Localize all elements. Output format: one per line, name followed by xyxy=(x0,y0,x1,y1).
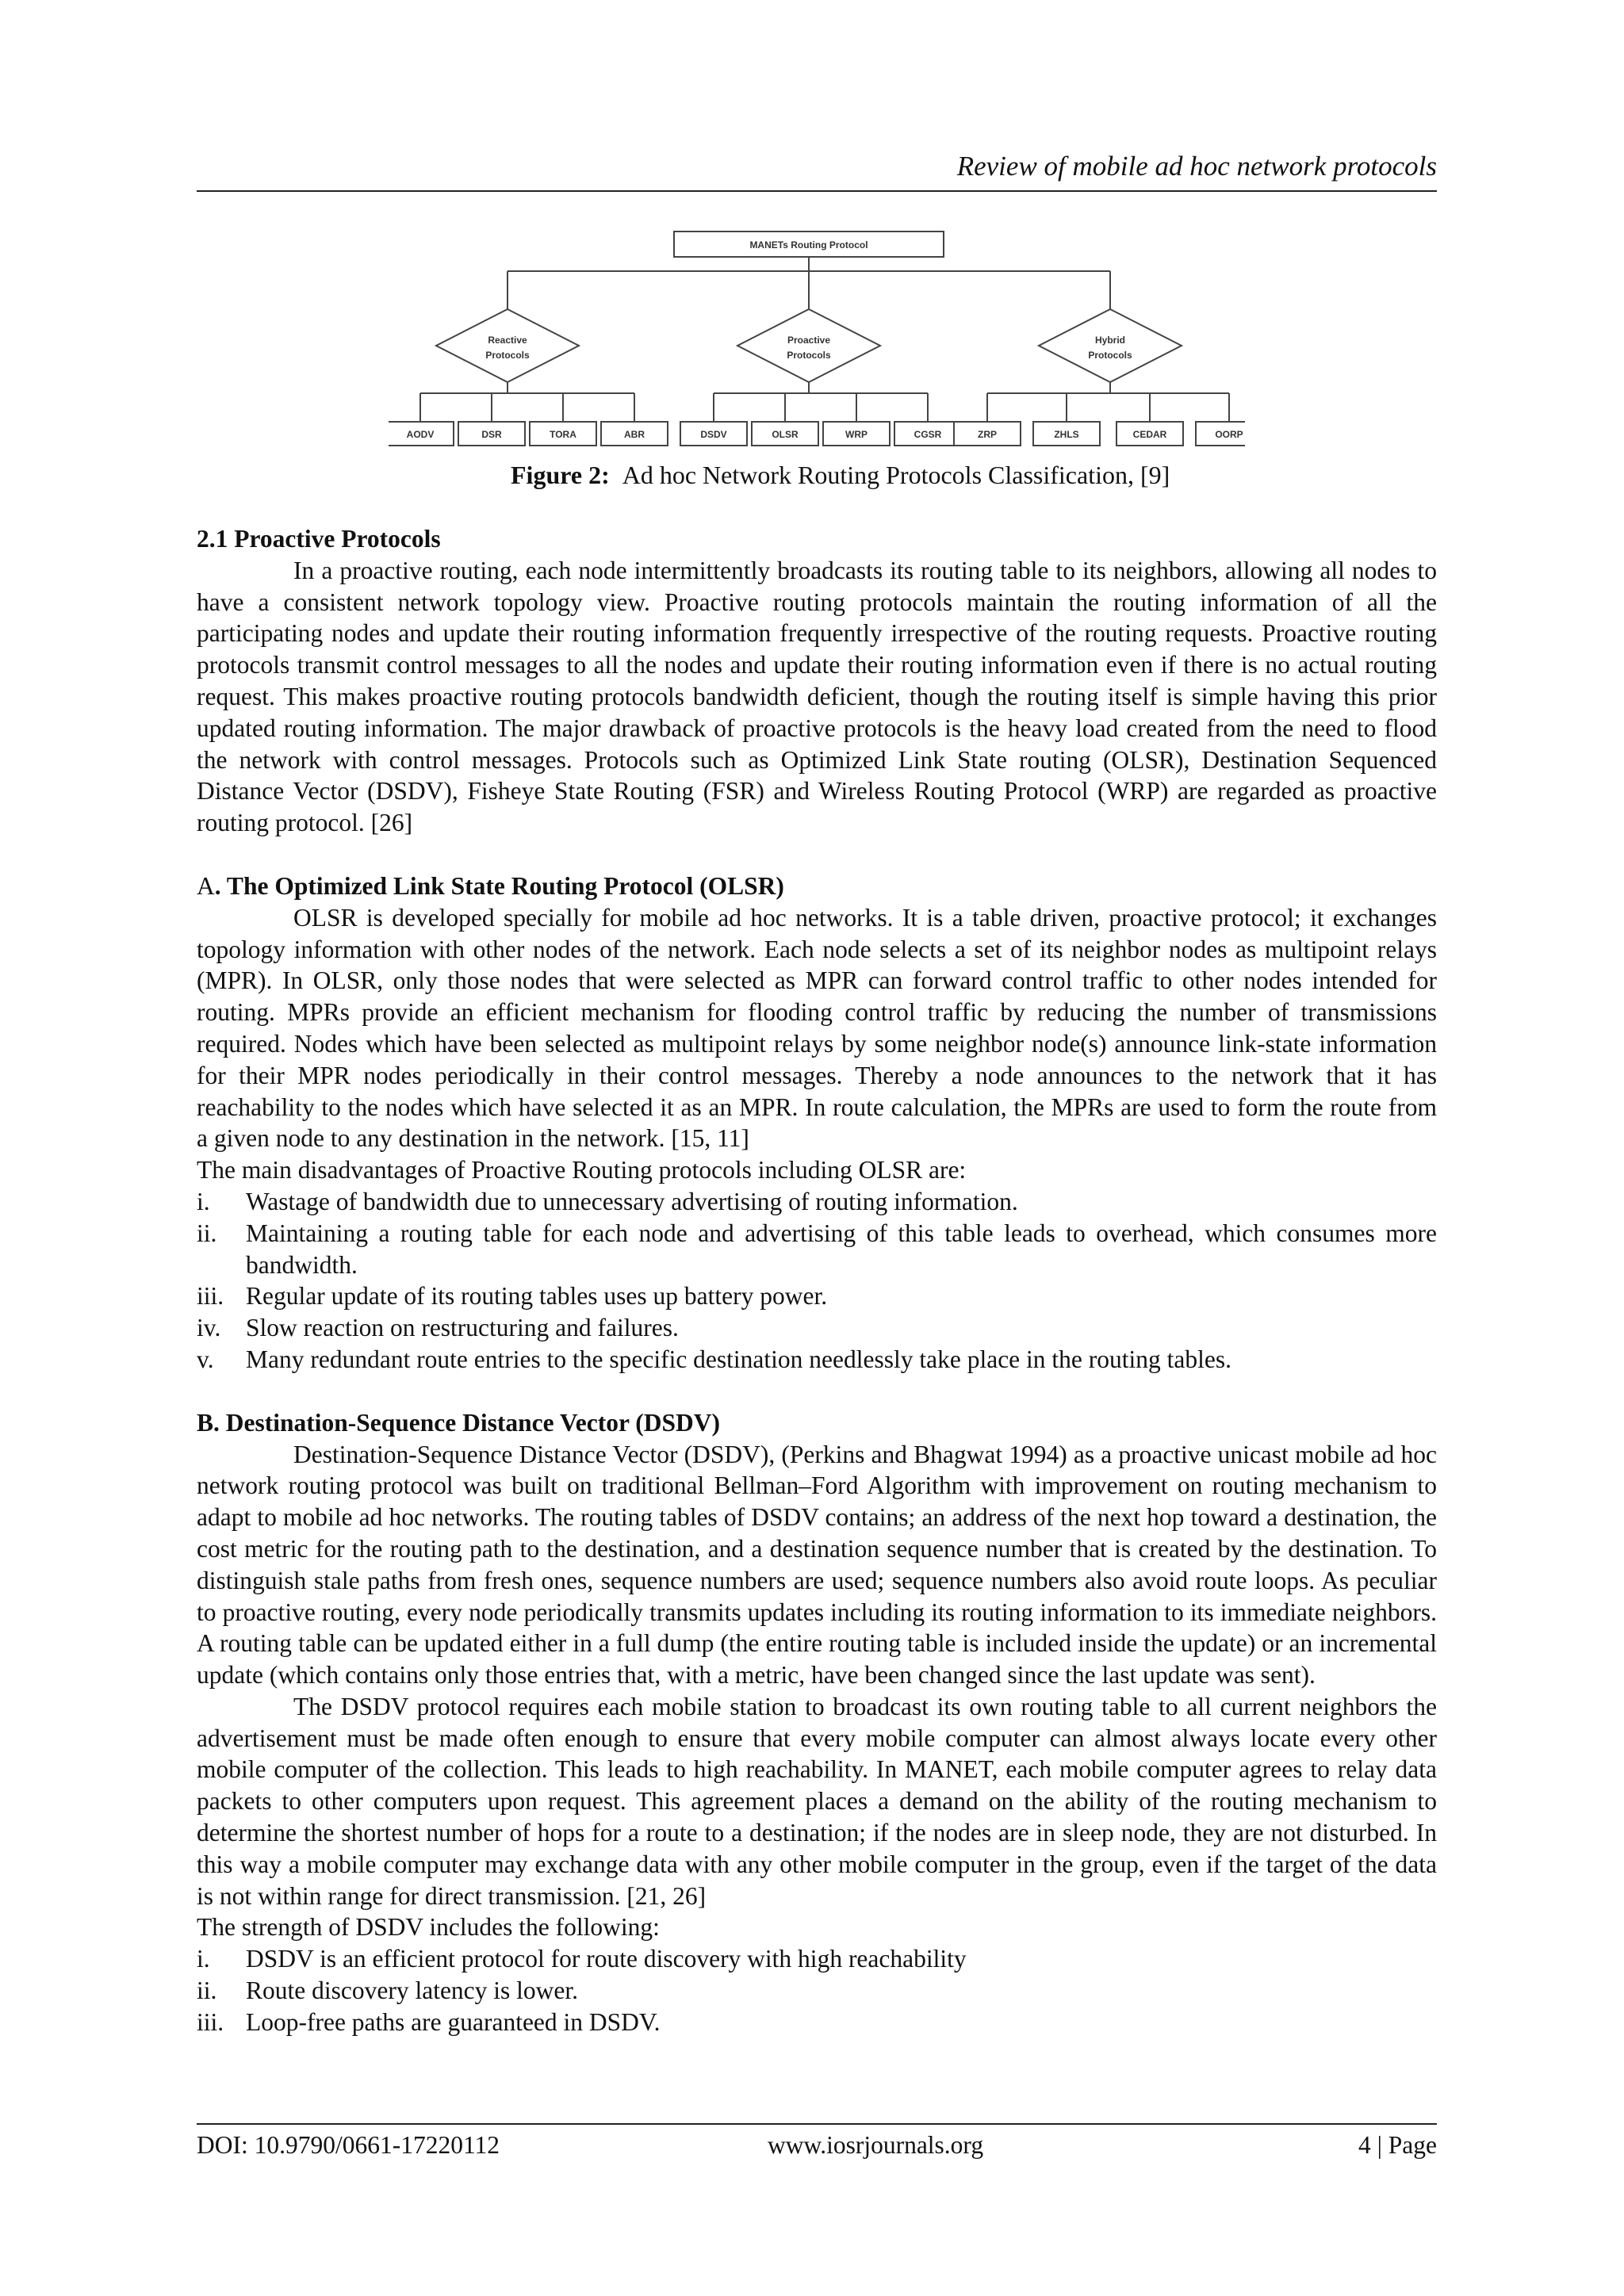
list-marker: ii. xyxy=(197,1976,217,2005)
list-item xyxy=(197,1312,1437,1344)
root-label: MANETs Routing Protocol xyxy=(749,239,868,251)
reactive-label-1: Reactive xyxy=(488,335,527,346)
hybrid-diamond xyxy=(1039,309,1182,382)
reactive-diamond xyxy=(436,309,579,382)
olsr-list-intro: The main disadvantages of Proactive Routing protocols including OLSR are: xyxy=(197,1156,967,1184)
dsdv-strengths-list xyxy=(197,1943,1437,2038)
leaf-label: ZHLS xyxy=(1054,429,1079,440)
dsdv-list-intro: The strength of DSDV includes the following: xyxy=(197,1913,660,1942)
list-marker: i. xyxy=(197,1945,210,1973)
caption-label: Figure 2: xyxy=(511,461,610,489)
footer-rule xyxy=(197,2123,1437,2125)
olsr-disadvantages-list xyxy=(197,1186,1437,1376)
dsdv-paragraph-2: The DSDV protocol requires each mobile station to broadcast its own routing table to all current neighbors the advertisement must be made often enough to ensure that every mobile computer can almost always locate every other mobile computer of the collection. This leads to high reachability. In MANET, each mobile computer agrees to relay data packets to other computers upon request. This agreement places a demand on the ability of the routing mechanism to determine the shortest number of hops for a route to a destination; if the nodes are in sleep node, they are not disturbed. In this way a mobile computer may exchange data with any other mobile computer in the group, even if the target of the data is not within range for direct transmission. [21, 26] xyxy=(197,1692,1437,1910)
footer-website: www.iosrjournals.org xyxy=(768,2131,984,2159)
heading-a-prefix: A xyxy=(197,871,215,900)
leaf-label: ZRP xyxy=(978,429,997,440)
proactive-diamond xyxy=(737,309,880,382)
section-heading-b: B. Destination-Sequence Distance Vector (DSDV) xyxy=(197,1408,721,1437)
hybrid-label-1: Hybrid xyxy=(1094,335,1126,346)
figure-caption xyxy=(197,458,1437,492)
leaf-label: DSDV xyxy=(700,429,727,440)
list-text: DSDV is an efficient protocol for route discovery with high reachability xyxy=(246,1945,967,1973)
running-title: Review of mobile ad hoc network protocols xyxy=(956,151,1437,182)
list-item xyxy=(197,1344,1437,1376)
list-marker: i. xyxy=(197,1187,210,1215)
list-text: Loop-free paths are guaranteed in DSDV. xyxy=(246,2007,661,2036)
leaf-label: CGSR xyxy=(914,429,942,440)
section-heading-2-1: 2.1 Proactive Protocols xyxy=(197,525,441,553)
list-text: Route discovery latency is lower. xyxy=(246,1976,579,2005)
list-item xyxy=(197,1218,1437,1281)
leaf-label: OORP xyxy=(1215,429,1243,440)
list-text: Maintaining a routing table for each node and advertising of this table leads to overhead, which consumes more bandwidth. xyxy=(246,1219,1437,1279)
dsdv-paragraph-1: Destination-Sequence Distance Vector (DSDV), (Perkins and Bhagwat 1994) as a proactive unicast mobile ad hoc network routing protocol was built on traditional Bellman–Ford Algorithm with improvement on routing mechanism to adapt to mobile ad hoc networks. The routing tables of DSDV contains; an address of the next hop toward a destination, the cost metric for the routing path to the destination, and a destination sequence number that is created by the destination. To distinguish stale paths from fresh ones, sequence numbers are used; sequence numbers also avoid route loops. As peculiar to proactive routing, every node periodically transmits updates including its routing information to its immediate neighbors. A routing table can be updated either in a full dump (the entire routing table is included inside the update) or an incremental update (which contains only those entries that, with a metric, have been changed since the last update was sent). xyxy=(197,1440,1437,1689)
leaf-label: TORA xyxy=(550,429,576,440)
list-item xyxy=(197,1280,1437,1312)
leaf-label: ABR xyxy=(624,429,645,440)
list-marker: iii. xyxy=(197,1282,224,1311)
list-item xyxy=(197,2007,1437,2038)
reactive-label-2: Protocols xyxy=(485,350,530,361)
heading-a-title: . The Optimized Link State Routing Protocol (OLSR) xyxy=(214,871,784,900)
routing-protocol-diagram xyxy=(389,220,1245,458)
list-marker: v. xyxy=(197,1345,214,1373)
proactive-label-2: Protocols xyxy=(787,350,831,361)
section-heading-a xyxy=(197,871,1437,902)
list-marker: iv. xyxy=(197,1314,221,1342)
list-item xyxy=(197,1943,1437,1975)
proactive-label-1: Proactive xyxy=(787,335,831,346)
list-text: Regular update of its routing tables uses up battery power. xyxy=(246,1282,828,1311)
list-text: Slow reaction on restructuring and failures. xyxy=(246,1314,679,1342)
leaf-label: CEDAR xyxy=(1132,429,1167,440)
hybrid-label-2: Protocols xyxy=(1088,350,1132,361)
list-item xyxy=(197,1186,1437,1218)
caption-text: Ad hoc Network Routing Protocols Classification, [9] xyxy=(622,461,1170,489)
list-marker: iii. xyxy=(197,2007,224,2036)
body-text xyxy=(197,523,1437,2038)
list-text: Wastage of bandwidth due to unnecessary advertising of routing information. xyxy=(246,1187,1018,1215)
footer-doi: DOI: 10.9790/0661-17220112 xyxy=(197,2131,500,2159)
list-text: Many redundant route entries to the specific destination needlessly take place in the routing tables. xyxy=(246,1345,1231,1373)
header-rule xyxy=(197,190,1437,192)
diagram-svg xyxy=(389,220,1245,458)
footer xyxy=(197,2130,1437,2161)
proactive-paragraph: In a proactive routing, each node intermittently broadcasts its routing table to its neighbors, allowing all nodes to have a consistent network topology view. Proactive routing protocols maintain the routing information of all the participating nodes and update their routing information frequently irrespective of the routing requests. Proactive routing protocols transmit control messages to all the nodes and update their routing information even if there is no actual routing request. This makes proactive routing protocols bandwidth deficient, though the routing itself is simple having this prior updated routing information. The major drawback of proactive protocols is the heavy load created from the need to flood the network with control messages. Protocols such as Optimized Link State routing (OLSR), Destination Sequenced Distance Vector (DSDV), Fisheye State Routing (FSR) and Wireless Routing Protocol (WRP) are regarded as proactive routing protocol. [26] xyxy=(197,556,1437,837)
list-item xyxy=(197,1975,1437,2007)
leaf-label: OLSR xyxy=(772,429,799,440)
leaf-label: AODV xyxy=(406,429,435,440)
footer-page-number: 4 | Page xyxy=(1358,2131,1437,2159)
olsr-paragraph: OLSR is developed specially for mobile ad hoc networks. It is a table driven, proactive protocol; it exchanges topology information with other nodes of the network. Each node selects a set of its neighbor nodes as multipoint relays (MPR). In OLSR, only those nodes that were selected as MPR can forward control traffic to other nodes intended for routing. MPRs provide an efficient mechanism for flooding control traffic by reducing the number of transmissions required. Nodes which have been selected as multipoint relays by some neighbor node(s) announce link-state information for their MPR nodes periodically in their control messages. Thereby a node announces to the network that it has reachability to the nodes which have selected it as an MPR. In route calculation, the MPRs are used to form the route from a given node to any destination in the network. [15, 11] xyxy=(197,903,1437,1153)
list-marker: ii. xyxy=(197,1219,217,1247)
leaf-label: WRP xyxy=(845,429,868,440)
leaf-label: DSR xyxy=(481,429,502,440)
